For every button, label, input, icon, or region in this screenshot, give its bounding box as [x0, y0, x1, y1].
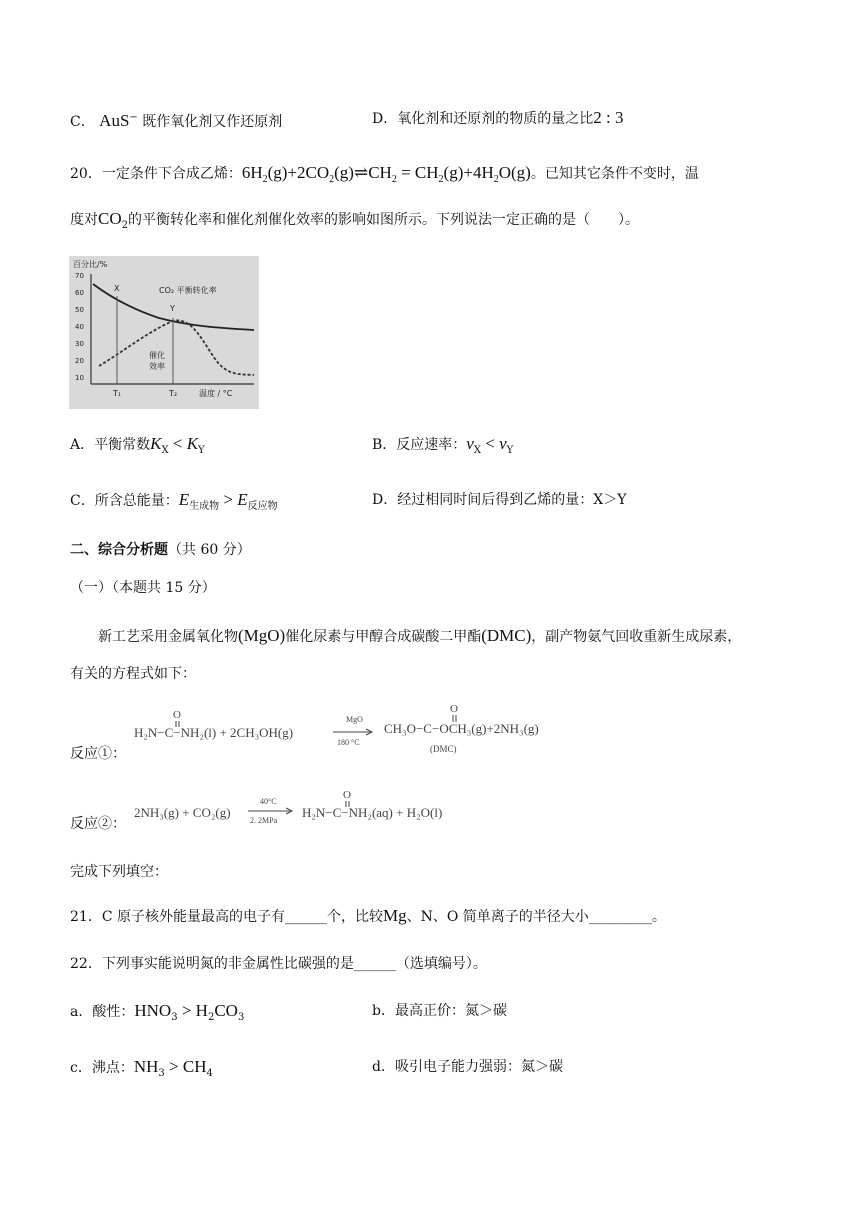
symbol-sub: 反应物	[247, 501, 278, 512]
question-text: C 原子核外能量最高的电子有	[101, 909, 285, 925]
q20-option-d	[372, 488, 626, 512]
option-label: C．	[70, 114, 95, 130]
symbol-sub: X	[161, 445, 169, 456]
condition-temp: 180 °C	[337, 738, 360, 747]
question-text: （选填编号）。	[395, 956, 487, 972]
option-text: 吸引电子能力强弱：氮＞碳	[394, 1059, 563, 1075]
eq-sub: 2	[329, 174, 335, 185]
reaction-2-equation	[130, 786, 490, 836]
formula: HNO	[134, 1001, 172, 1020]
x-axis-label: 温度 / °C	[199, 389, 233, 398]
formula: > CH	[164, 1057, 207, 1076]
question-text: 下列事实能说明氮的非金属性比碳强的是	[101, 956, 354, 972]
option-label: D．	[372, 492, 398, 508]
q21	[70, 904, 666, 929]
option-text: 反应速率：	[396, 437, 467, 453]
y-tick: 20	[75, 357, 84, 365]
formula-sub: 2	[121, 220, 128, 231]
y-tick: 70	[75, 272, 84, 280]
option-text: 经过相同时间后得到乙烯的量：X＞Y	[397, 492, 627, 508]
option-text: 沸点：	[91, 1060, 134, 1076]
reaction-2-label	[70, 812, 126, 836]
option-label: a．	[70, 1004, 93, 1020]
option-label: D．	[372, 111, 398, 127]
y-tick: 50	[75, 306, 84, 314]
formula: > H	[177, 1001, 208, 1020]
carbonyl-o: O	[173, 709, 181, 721]
reaction-label: 反应①：	[70, 746, 126, 762]
option-text: 所含总能量：	[94, 493, 179, 509]
q22-option-d	[372, 1055, 563, 1079]
question-number: 22．	[70, 956, 102, 972]
point-x-label: X	[114, 284, 120, 293]
q22-stem	[70, 952, 487, 976]
formula-sub: 2	[207, 1012, 215, 1023]
eq-sub: 2	[493, 174, 499, 185]
symbol: v	[499, 434, 507, 453]
x-tick-t2: T₂	[169, 389, 178, 398]
q22-option-b	[372, 999, 507, 1023]
formula-sub: 4	[206, 1068, 213, 1079]
question-text: 、N、O 简单离子的半径大小	[406, 909, 589, 925]
q22-option-a	[70, 999, 244, 1030]
cat-curve-label: 催化	[149, 351, 165, 360]
symbol-sub: Y	[506, 445, 514, 456]
option-label: B．	[372, 437, 397, 453]
part-title: （一）（本题共 15 分）	[70, 580, 216, 596]
symbol: E	[178, 490, 190, 509]
eq-part: (g)+4H	[443, 163, 494, 182]
q20-option-a	[70, 432, 205, 463]
intro-text: 有关的方程式如下：	[70, 666, 196, 682]
option-label: A．	[70, 437, 95, 453]
option-label: c．	[70, 1060, 92, 1076]
answer-blank: _________	[588, 909, 652, 925]
q20-chart-svg	[69, 256, 259, 409]
reaction-label: 反应②：	[70, 816, 126, 832]
y-tick: 60	[75, 289, 84, 297]
reaction-2-svg	[130, 786, 490, 832]
symbol: K	[186, 434, 199, 453]
option-text: 最高正价：氮＞碳	[394, 1003, 507, 1019]
condition-temp: 40°C	[260, 797, 277, 806]
question-number: 20．	[70, 166, 102, 182]
eq-sub: 2	[262, 174, 268, 185]
question-text: 。	[651, 909, 666, 925]
y-tick: 10	[75, 374, 84, 382]
y-tick: 30	[75, 340, 84, 348]
q20-figure	[69, 256, 259, 409]
formula-sub: 3	[237, 1012, 245, 1023]
reactants: H₂N−C−NH₂(l) + 2CH₃OH(g)	[134, 725, 294, 740]
charge: −	[129, 112, 138, 123]
q20-stem-line2	[70, 207, 639, 238]
reaction-1-equation	[130, 700, 580, 766]
point-y-label: Y	[170, 304, 175, 313]
condition-pressure: 2. 2MPa	[250, 816, 278, 825]
equation	[241, 163, 531, 185]
option-text: 既作氧化剂又作还原剂	[142, 114, 283, 130]
formula: (MgO)	[238, 626, 286, 645]
eq-part: (g)+2CO	[267, 163, 330, 182]
symbol-sub: X	[473, 445, 481, 456]
co2-curve-label: CO₂ 平衡转化率	[159, 286, 217, 295]
symbol: v	[466, 434, 474, 453]
stem-text: 。已知其它条件不变时，温	[530, 166, 699, 182]
intro-text: ，副产物氨气回收重新生成尿素，	[531, 629, 742, 645]
reaction-1-label	[70, 742, 126, 766]
symbol: K	[150, 434, 162, 453]
section-2-heading	[70, 538, 251, 562]
carbonyl-o: O	[450, 703, 458, 715]
eq-part: CH	[368, 163, 392, 182]
fill-prompt	[70, 860, 168, 884]
operator: >	[219, 490, 238, 509]
section-title: 二、综合分析题	[70, 542, 168, 558]
question-text: 个，比较	[327, 909, 383, 925]
option-text: 平衡常数	[94, 437, 151, 453]
carbonyl-o: O	[343, 789, 351, 801]
products: H₂N−C−NH₂(aq) + H₂O(l)	[302, 805, 443, 820]
q20-stem-line1	[70, 161, 699, 192]
option-label: d．	[372, 1059, 395, 1075]
formula: CO	[98, 209, 122, 228]
q20-option-c	[70, 488, 278, 519]
symbol-sub: Y	[198, 445, 205, 456]
stem-text: 一定条件下合成乙烯：	[101, 166, 242, 182]
eq-part: O(g)	[498, 163, 531, 182]
option-label: C．	[70, 493, 95, 509]
element: Mg	[383, 906, 407, 925]
formula: (DMC)	[481, 626, 532, 645]
eq-part: 6H	[241, 163, 263, 182]
eq-sub: 2	[391, 174, 397, 185]
q19-option-d	[372, 106, 623, 131]
intro-line-1	[98, 624, 741, 649]
ratio: 2 : 3	[593, 108, 624, 127]
intro-line-2	[70, 662, 196, 686]
q19-option-c	[70, 106, 282, 134]
formula: CO	[214, 1001, 238, 1020]
formula: NH	[133, 1057, 159, 1076]
formula-sub: 3	[158, 1068, 165, 1079]
symbol: E	[237, 490, 248, 509]
dmc-label: (DMC)	[430, 744, 457, 754]
eq-sub: 2	[438, 174, 444, 185]
q22-option-c	[70, 1055, 213, 1086]
y-tick: 40	[75, 323, 84, 331]
part-1-heading	[70, 576, 216, 600]
intro-text: 新工艺采用金属氧化物	[98, 629, 238, 645]
chart-ylabel: 百分比/%	[73, 260, 108, 269]
eq-part: (g)	[334, 163, 354, 182]
products: CH₃O−C−OCH₃(g)+2NH₃(g)	[384, 721, 539, 736]
reactants: 2NH₃(g) + CO₂(g)	[134, 805, 231, 820]
formula-sub: 3	[171, 1012, 178, 1023]
prompt-text: 完成下列填空：	[70, 864, 168, 880]
stem-text: 度对	[70, 212, 98, 228]
formula: AuS	[99, 111, 130, 130]
operator: <	[480, 434, 500, 453]
stem-text: 的平衡转化率和催化剂催化效率的影响如图所示。下列说法一定正确的是（ ）。	[128, 212, 639, 228]
option-label: b．	[372, 1003, 395, 1019]
symbol-sub: 生成物	[189, 501, 220, 512]
intro-text: 催化尿素与甲醇合成碳酸二甲酯	[285, 629, 482, 645]
equilibrium-arrow: ⇌	[353, 163, 369, 182]
answer-blank: ______	[353, 956, 396, 972]
x-tick-t1: T₁	[113, 389, 122, 398]
condition-catalyst: MgO	[346, 715, 363, 724]
cat-curve-label: 效率	[149, 362, 165, 371]
question-number: 21．	[70, 909, 102, 925]
eq-part: = CH	[396, 163, 439, 182]
q20-option-b	[372, 432, 513, 463]
option-text: 氧化剂和还原剂的物质的量之比	[397, 111, 594, 127]
operator: <	[168, 434, 187, 453]
answer-blank: ______	[285, 909, 327, 925]
option-text: 酸性：	[92, 1004, 135, 1020]
section-note: （共 60 分）	[168, 542, 251, 558]
reaction-1-svg	[130, 700, 580, 762]
